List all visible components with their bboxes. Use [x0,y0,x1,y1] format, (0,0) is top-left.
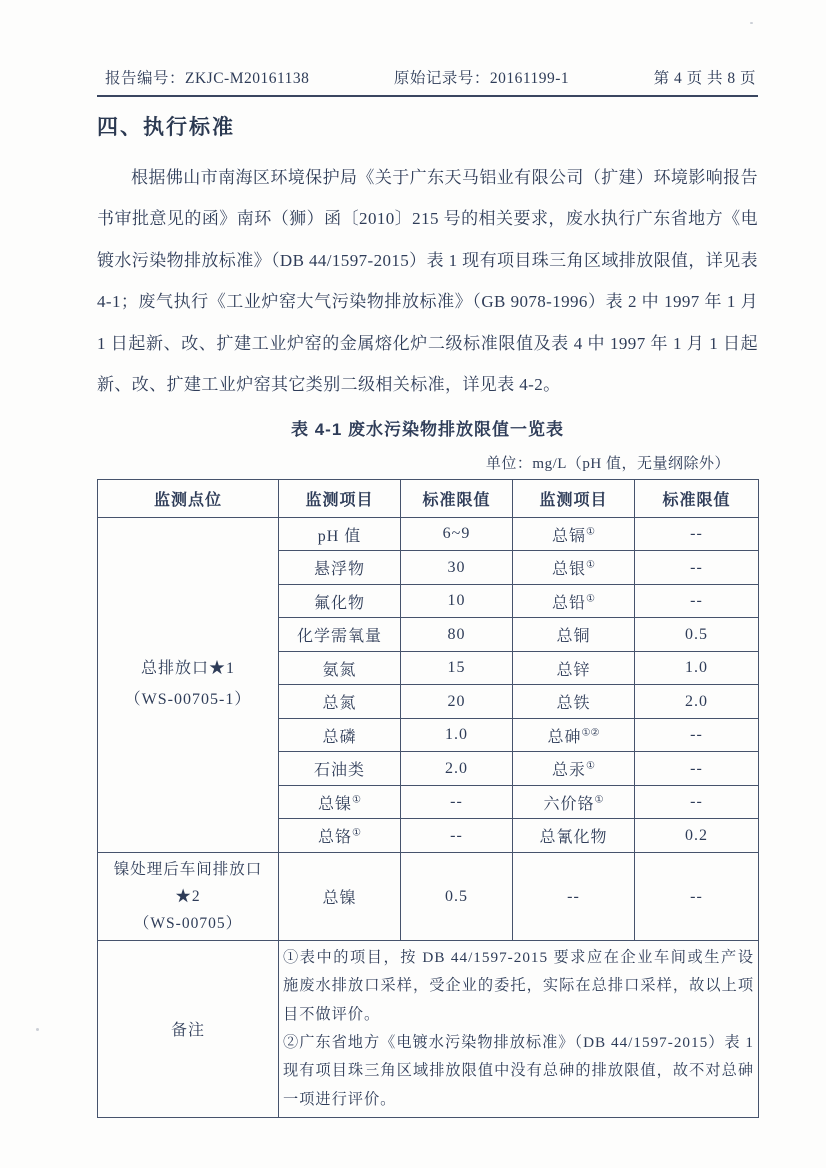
point-name: 镍处理后车间排放口★2 [113,860,263,905]
item-cell: 氟化物 [279,584,401,618]
limit-cell: 20 [401,685,513,719]
limit-cell: -- [635,718,759,752]
limit-cell: -- [635,752,759,786]
item-cell: 石油类 [279,752,401,786]
point-code: （WS-00705-1） [124,690,252,708]
limit-cell: -- [635,785,759,819]
limit-cell: 0.5 [401,852,513,940]
item-cell: pH 值 [279,517,401,551]
item-cell: 总铅① [513,584,635,618]
col-header-limit-right: 标准限值 [635,479,759,517]
limit-cell: 1.0 [635,651,759,685]
item-cell: 总磷 [279,718,401,752]
item-cell: 总银① [513,551,635,585]
limit-cell: 10 [401,584,513,618]
table-row [98,517,759,551]
limit-cell: 80 [401,618,513,652]
monitoring-point-main-outlet [98,517,279,852]
item-cell: 总铜 [513,618,635,652]
limit-cell: 6~9 [401,517,513,551]
limit-cell: 1.0 [401,718,513,752]
point-name: 总排放口★1 [140,660,235,678]
limit-cell: -- [635,551,759,585]
scan-speck [36,1028,39,1031]
item-cell: 总氮 [279,685,401,719]
item-cell: 总镍① [279,785,401,819]
page-content [97,66,758,1118]
point-code: （WS-00705） [133,915,243,933]
limit-cell: 30 [401,551,513,585]
col-header-item-left: 监测项目 [279,479,401,517]
table-row-workshop-outlet [98,852,759,940]
item-cell: 总铁 [513,685,635,719]
limit-cell: 0.5 [635,618,759,652]
header-divider [97,95,758,97]
table-header-row [98,479,759,517]
item-cell: -- [513,852,635,940]
remark-cell [279,941,759,1118]
item-cell: 总锌 [513,651,635,685]
limit-cell: 0.2 [635,819,759,853]
remark-note-1: ①表中的项目，按 DB 44/1597-2015 要求应在企业车间或生产设施废水排放口采样，受企业的委托，实际在总排口采样，故以上项目不做评价。 [283,949,754,1023]
remark-note-2: ②广东省地方《电镀水污染物排放标准》（DB 44/1597-2015）表 1 现有项目珠三角区域排放限值中没有总砷的排放限值，故不对总砷一项进行评价。 [283,1033,754,1108]
limit-cell: 15 [401,651,513,685]
limit-cell: -- [635,852,759,940]
monitoring-point-workshop-outlet [98,852,279,940]
wastewater-limits-table [97,479,759,1118]
report-number: 报告编号：ZKJC-M20161138 [105,70,310,87]
limit-cell: -- [635,584,759,618]
item-cell: 总镉① [513,517,635,551]
item-cell: 总汞① [513,752,635,786]
table-row-remark [98,941,759,1118]
limit-cell: -- [401,785,513,819]
page-number: 第 4 页 共 8 页 [653,70,756,87]
scan-speck [750,22,753,24]
limit-cell: 2.0 [401,752,513,786]
col-header-item-right: 监测项目 [513,479,635,517]
table-unit-note: 单位：mg/L（pH 值，无量纲除外） [485,455,730,472]
limit-cell: -- [401,819,513,853]
item-cell: 氨氮 [279,651,401,685]
limit-cell: 2.0 [635,685,759,719]
item-cell: 六价铬① [513,785,635,819]
col-header-limit-left: 标准限值 [401,479,513,517]
col-header-monitoring-point: 监测点位 [98,479,279,517]
item-cell: 悬浮物 [279,551,401,585]
section-title: 四、执行标准 [97,116,235,139]
remark-label: 备注 [98,941,279,1118]
record-number: 原始记录号：20161199-1 [393,70,570,87]
body-paragraph: 根据佛山市南海区环境保护局《关于广东天马铝业有限公司（扩建）环境影响报告书审批意见的函》南环（狮）函〔2010〕215 号的相关要求，废水执行广东省地方《电镀水污染物排放标准》（DB 44/1597-2015）表 1 现有项目珠三角区域排放限值，详见表 4-1；废气执行《工业炉窑大气污染物排放标准》（GB 9078-1996）表 2 中 1997 年 1 月 1 日起新、改、扩建工业炉窑的金属熔化炉二级标准限值及表 4 中 1997 年 1 月 1 日起新、改、扩建工业炉窑其它类别二级相关标准，详见表 4-2。 [97,168,758,395]
page-header [97,66,758,88]
item-cell: 总铬① [279,819,401,853]
limit-cell: -- [635,517,759,551]
item-cell: 总镍 [279,852,401,940]
item-cell: 总砷①② [513,718,635,752]
item-cell: 总氰化物 [513,819,635,853]
item-cell: 化学需氧量 [279,618,401,652]
table-caption: 表 4-1 废水污染物排放限值一览表 [290,419,565,439]
